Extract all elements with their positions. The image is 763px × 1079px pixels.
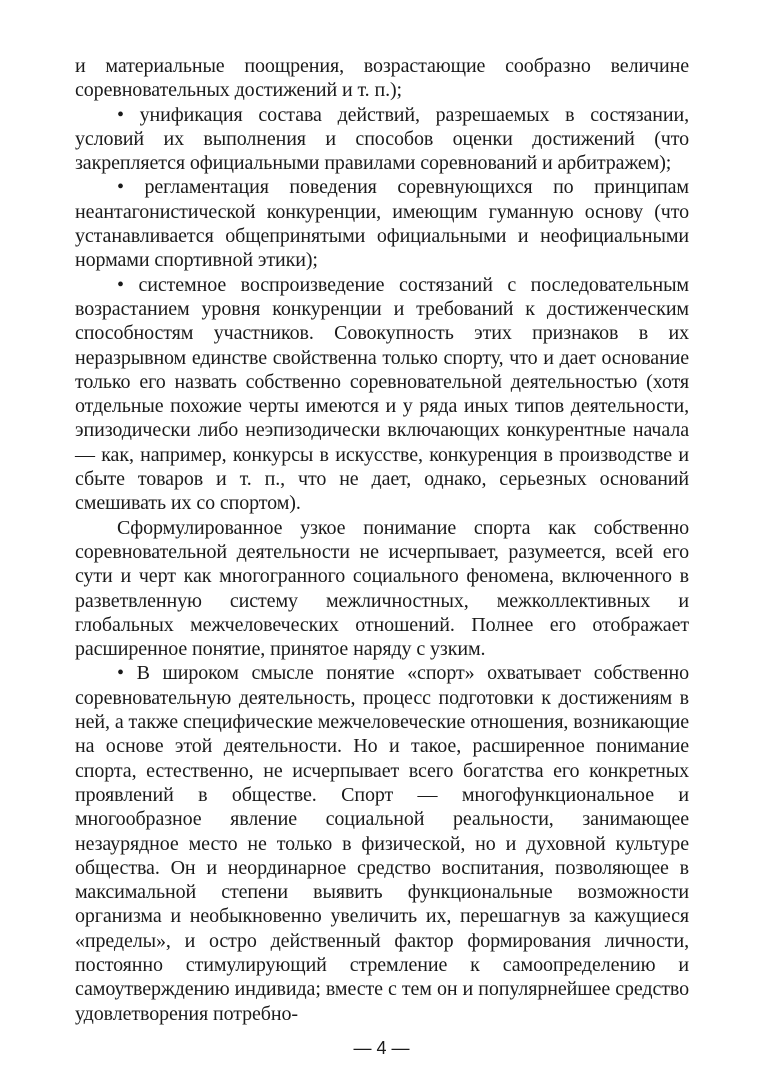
bullet-icon: •: [117, 273, 124, 296]
bullet-text: В широком смысле понятие «спорт» охватывает собственно соревновательную деятельность, процесс подготовки к достижениям в ней, а также специфические межчеловеческие отношения, возникающие на основе этой деятельности. Но и такое, расширенное понимание спорта, естественно, не исчерпывает всего богатства его конкретных проявлений в обществе. Спорт — многофункциональное и многообразное явление социальной реальности, занимающее незаурядное место не только в физической, но и духовной культуре общества. Он и неординарное средство воспитания, позволяющее в максимальной степени выявить функциональные возможности организма и необыкновенно увеличить их, перешагнув за кажущиеся «пределы», и остро действенный фактор формирования личности, постоянно стимулирующий стремление к самоопределению и самоутверждению индивида; вместе с тем он и популярнейшее средство удовлетворения потребно-: [75, 662, 689, 1025]
bullet-text: системное воспроизведение состязаний с последовательным возрастанием уровня конкуренции и требований к достиженческим способностям участников. Совокупность этих признаков в их неразрывном единстве свойственна только спорту, что и дает основание только его назвать собственно соревновательной деятельностью (хотя отдельные похожие черты имеются и у ряда иных типов деятельности, эпизодически либо неэпизодически включающих конкурентные начала — как, например, конкурсы в искусстве, конкуренция в производстве и сбыте товаров и т. п., что не дает, однако, серьезных оснований смешивать их со спортом).: [75, 273, 689, 515]
paragraph-narrow-understanding: Сформулированное узкое понимание спорта как собственно соревновательной деятельности не исчерпывает, разумеется, всей его сути и черт как многогранного социального феномена, включенного в разветвленную систему межличностных, межколлективных и глобальных межчеловеческих отношений. Полнее его отображает расширенное понятие, принятое наряду с узким.: [75, 516, 689, 661]
bullet-icon: •: [117, 662, 124, 685]
bullet-icon: •: [117, 176, 124, 199]
bullet-item-unification: [75, 103, 689, 176]
bullet-item-systemic-reproduction: [75, 273, 689, 516]
paragraph-continuation: и материальные поощрения, возрастающие сообразно величине соревновательных достижений и т. п.);: [75, 55, 689, 102]
page-body: [75, 54, 689, 1026]
bullet-text: унификация состава действий, разрешаемых в состязании, условий их выполнения и способов оценки достижений (что закрепляется официальными правилами соревнований и арбитражем);: [75, 103, 689, 175]
bullet-item-broad-sense: [75, 661, 689, 1025]
bullet-text: регламентация поведения соревнующихся по принципам неантагонистической конкуренции, имеющим гуманную основу (что устанавливается общепринятыми официальными и неофициальными нормами спортивной этики);: [75, 176, 689, 272]
bullet-icon: •: [117, 103, 124, 126]
bullet-item-regulation: [75, 175, 689, 272]
page-number: — 4 —: [353, 1038, 410, 1058]
